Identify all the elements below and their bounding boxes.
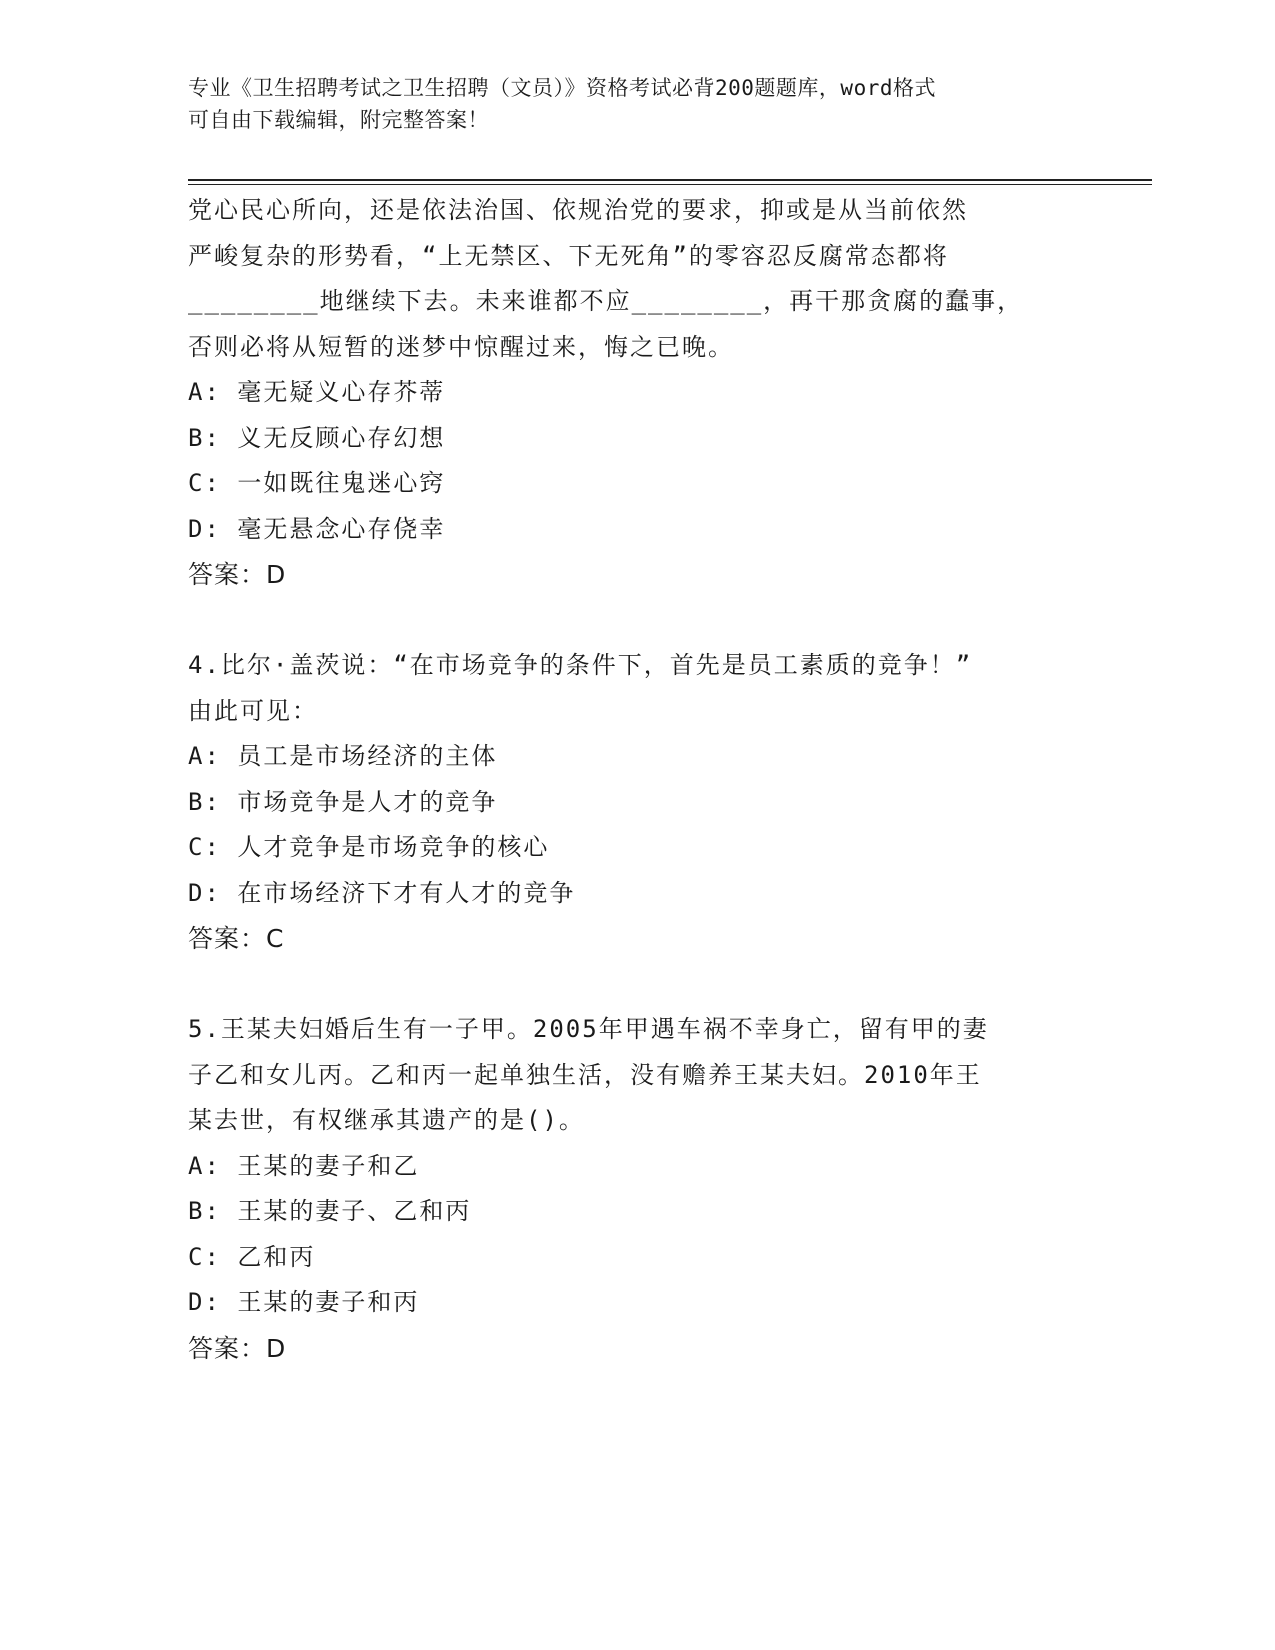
question-stem-line: ________地继续下去。未来谁都不应________，再干那贪腐的蠢事， [188, 287, 1024, 315]
header-title-line-1: 专业《卫生招聘考试之卫生招聘（文员）》资格考试必背200题题库，word格式 [188, 76, 936, 100]
option-c: C: 人才竞争是市场竞争的核心 [188, 833, 550, 861]
option-b: B: 市场竞争是人才的竞争 [188, 787, 498, 816]
question-stem-line: 某去世，有权继承其遗产的是()。 [188, 1106, 585, 1134]
option-d: D: 在市场经济下才有人才的竞争 [188, 878, 576, 907]
question-5 [188, 1007, 1088, 1371]
question-stem-line: 4.比尔·盖茨说：“在市场竞争的条件下，首先是员工素质的竞争！” [188, 651, 973, 679]
answer-line: 答案：D [188, 560, 287, 589]
option-b: B: 王某的妻子、乙和丙 [188, 1197, 472, 1225]
question-4 [188, 643, 1088, 962]
question-stem-line: 子乙和女儿丙。乙和丙一起单独生活，没有赡养王某夫妇。2010年王 [188, 1060, 982, 1089]
question-spacer [188, 962, 1088, 1008]
question-stem-line: 5.王某夫妇婚后生有一子甲。2005年甲遇车祸不幸身亡，留有甲的妻 [188, 1015, 989, 1043]
document-header [188, 72, 1088, 136]
question-stem-line: 由此可见： [188, 696, 318, 725]
question-spacer [188, 598, 1088, 644]
answer-line: 答案：C [188, 924, 285, 953]
option-b: B: 义无反顾心存幻想 [188, 423, 446, 452]
option-a: A: 毫无疑义心存芥蒂 [188, 378, 446, 406]
question-list [188, 188, 1088, 1371]
question-stem-line: 否则必将从短暂的迷梦中惊醒过来，悔之已晚。 [188, 332, 734, 361]
option-d: D: 王某的妻子和丙 [188, 1288, 420, 1316]
header-divider-thin [188, 184, 1152, 185]
option-a: A: 员工是市场经济的主体 [188, 742, 498, 770]
option-d: D: 毫无悬念心存侥幸 [188, 514, 446, 543]
question-3 [188, 188, 1088, 598]
option-c: C: 一如既往鬼迷心窍 [188, 469, 446, 497]
answer-line: 答案：D [188, 1333, 287, 1363]
question-stem-line: 严峻复杂的形势看，“上无禁区、下无死角”的零容忍反腐常态都将 [188, 241, 949, 270]
option-c: C: 乙和丙 [188, 1242, 316, 1271]
header-title-line-2: 可自由下载编辑，附完整答案！ [188, 108, 489, 132]
question-stem-line: 党心民心所向，还是依法治国、依规治党的要求，抑或是从当前依然 [188, 196, 968, 224]
header-divider-thick [188, 179, 1152, 181]
option-a: A: 王某的妻子和乙 [188, 1151, 420, 1180]
